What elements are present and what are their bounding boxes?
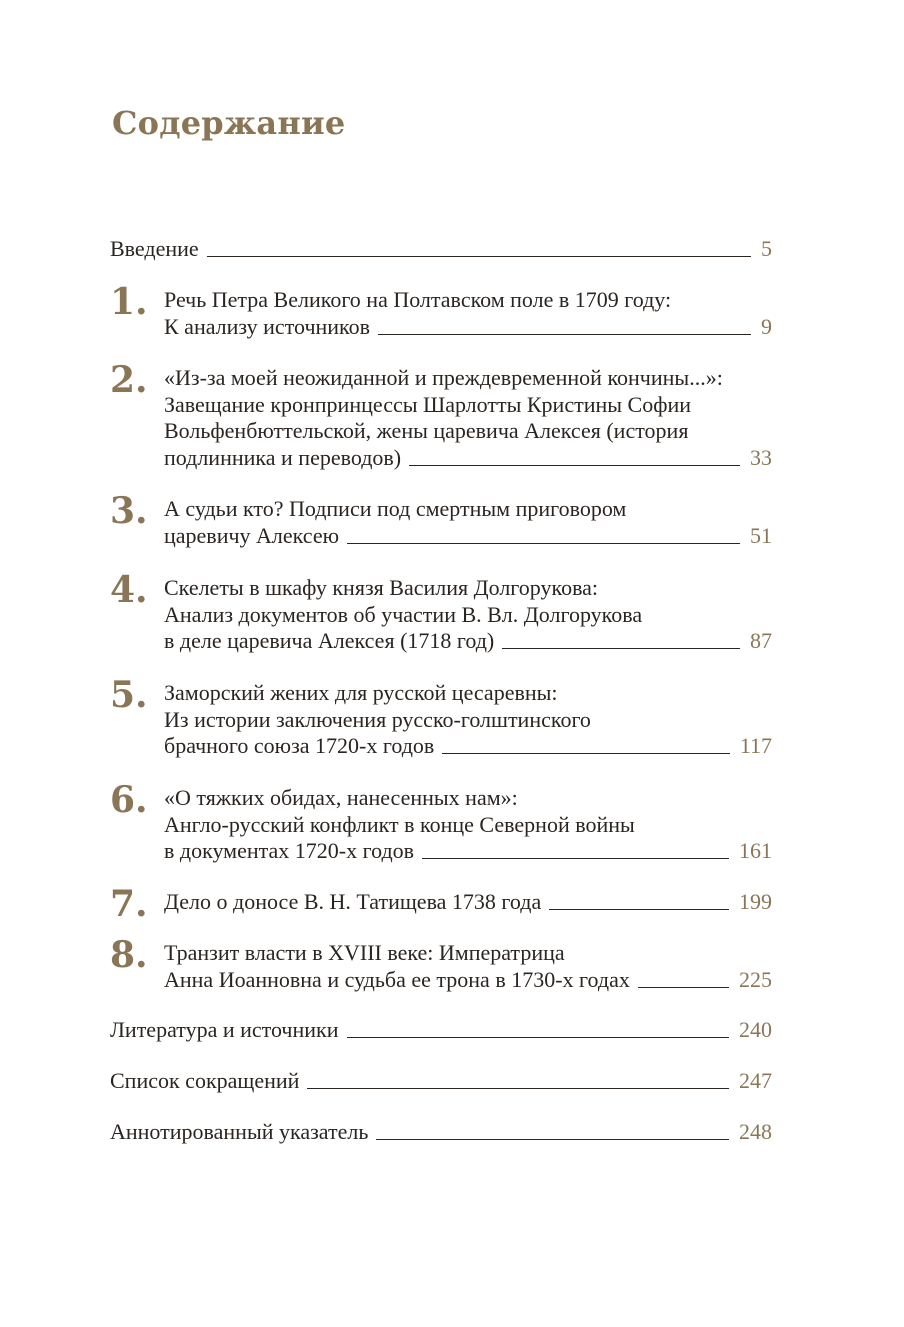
entry-title-line: в документах 1720-х годов [164,838,415,863]
dotted-leader [347,543,740,544]
dotted-leader [376,1139,729,1140]
dotted-leader [502,648,740,649]
entry-title-line: Вольфенбюттельской, жены царевича Алексея (история [164,418,689,443]
chapter-number: 6. [110,779,148,821]
page-number: 33 [750,444,772,470]
page-number: 51 [750,522,772,548]
entry-title-line: царевичу Алексею [164,522,340,548]
entry-title-line: Список сокращений [110,1068,300,1093]
entry-title-line: в деле царевича Алексея (1718 год) [164,628,495,653]
dotted-leader [442,753,730,754]
chapter-number: 7. [110,883,148,925]
page-number: 225 [739,966,772,992]
dotted-leader [638,987,729,988]
entry-title-line: Речь Петра Великого на Полтавском поле в 1709 году: [164,287,672,312]
entry-title-line: А судьи кто? Подписи под смертным приговором [164,496,627,521]
entry-title-line: подлинника и переводов) [164,444,402,470]
entry-title-line: Анна Иоанновна и судьба ее трона в 1730-х годах [164,966,630,992]
dotted-leader [422,858,729,859]
dotted-leader [347,1037,730,1038]
entry-title-line: Анализ документов об участии В. Вл. Долгорукова [164,601,643,627]
chapter-number: 5. [110,674,148,716]
entry-title-line: Англо-русский конфликт в конце Северной войны [164,811,635,837]
page-number: 87 [750,628,772,653]
page-number: 9 [761,313,772,339]
entry-title-line: «Из-за моей неожиданной и преждевременной кончины...»: [164,365,723,390]
page-number: 199 [739,889,772,914]
entry-title-line: Из истории заключения русско-голштинского [164,706,591,732]
dotted-leader [549,909,729,910]
dotted-leader [207,256,751,257]
chapter-number: 2. [110,359,148,401]
entry-title-line: Транзит власти в XVIII веке: Императрица [164,940,565,965]
entry-title-line: К анализу источников [164,313,371,339]
page-number: 248 [739,1119,772,1144]
page-number: 117 [739,733,772,758]
entry-title-line: Завещание кронпринцессы Шарлотты Кристины Софии [164,391,692,417]
entry-title-line: брачного союза 1720-х годов [164,733,435,758]
page-number: 247 [739,1068,772,1093]
entry-title-line: Литература и источники [110,1017,339,1042]
chapter-number: 8. [110,934,148,976]
entry-title-line: Введение [110,236,199,261]
chapter-number: 4. [110,569,148,611]
entry-title-line: Скелеты в шкафу князя Василия Долгорукова: [164,575,599,600]
entry-title-line: Заморский жених для русской цесаревны: [164,680,558,705]
page-number: 240 [739,1017,772,1042]
dotted-leader [378,334,751,335]
chapter-number: 1. [110,281,148,323]
entry-title-line: «О тяжких обидах, нанесенных нам»: [164,785,518,810]
page-title: Содержание [112,104,346,142]
page-number: 5 [761,236,772,261]
page-number: 161 [739,838,772,863]
dotted-leader [409,465,740,466]
entry-title-line: Дело о доносе В. Н. Татищева 1738 года [164,889,542,914]
dotted-leader [307,1088,729,1089]
chapter-number: 3. [110,490,148,532]
entry-title-line: Аннотированный указатель [110,1119,369,1144]
